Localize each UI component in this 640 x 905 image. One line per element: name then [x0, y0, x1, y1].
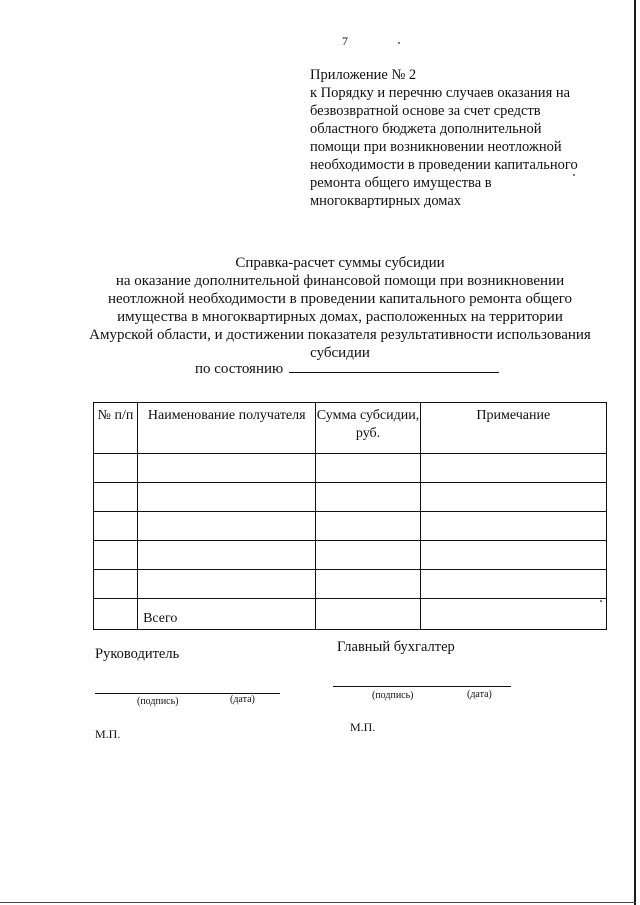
table-cell[interactable] — [138, 483, 316, 512]
scan-speck — [398, 42, 400, 44]
scan-edge-right — [634, 0, 636, 905]
scan-edge-bottom — [0, 902, 636, 903]
total-amount-cell[interactable] — [316, 599, 420, 630]
table-cell[interactable] — [316, 512, 420, 541]
head-date-hint: (дата) — [230, 694, 255, 705]
accountant-signature-hint: (подпись) — [372, 690, 414, 701]
table-total-row — [94, 599, 607, 630]
table-cell[interactable] — [420, 483, 606, 512]
table-cell[interactable] — [316, 541, 420, 570]
table-cell[interactable] — [316, 483, 420, 512]
table-cell[interactable] — [420, 541, 606, 570]
page-number: 7 — [342, 34, 348, 48]
table-cell[interactable] — [420, 570, 606, 599]
title-line: на оказание дополнительной финансовой помощи при возникновении — [115, 273, 565, 289]
table-cell[interactable] — [316, 454, 420, 483]
total-label: Всего — [138, 599, 316, 630]
table-row — [94, 541, 607, 570]
appendix-line: областного бюджета дополнительной — [310, 121, 542, 137]
as-of-label: по состоянию — [195, 361, 284, 377]
appendix-line: помощи при возникновении неотложной — [310, 139, 562, 155]
table-cell — [94, 599, 138, 630]
appendix-line: безвозвратной основе за счет средств — [310, 103, 541, 119]
head-label: Руководитель — [95, 646, 180, 662]
head-seal-mark: М.П. — [95, 727, 121, 741]
appendix-line: необходимости в проведении капитального — [310, 157, 578, 173]
table-cell[interactable] — [316, 570, 420, 599]
table-cell[interactable] — [138, 454, 316, 483]
appendix-line: Приложение № 2 — [310, 67, 417, 83]
title-line: субсидии — [310, 345, 370, 361]
head-signature-hint: (подпись) — [137, 696, 179, 707]
table-cell[interactable] — [420, 454, 606, 483]
column-header-recipient: Наименование получателя — [138, 403, 316, 454]
as-of-date-field[interactable] — [289, 360, 499, 373]
title-line: неотложной необходимости в проведении капитального ремонта общего — [107, 291, 573, 307]
table-cell[interactable] — [94, 512, 138, 541]
as-of-date — [195, 360, 499, 378]
table-cell[interactable] — [94, 483, 138, 512]
accountant-seal-mark: М.П. — [350, 720, 376, 734]
table-cell[interactable] — [138, 570, 316, 599]
appendix-line: к Порядку и перечню случаев оказания на — [310, 85, 571, 101]
title-line: Справка-расчет суммы субсидии — [235, 255, 445, 271]
total-note-cell[interactable] — [420, 599, 606, 630]
table-cell[interactable] — [94, 541, 138, 570]
column-header-amount: Сумма субсидии, руб. — [316, 403, 420, 454]
table-row — [94, 483, 607, 512]
scan-speck — [600, 600, 602, 602]
appendix-line: многоквартирных домах — [310, 193, 462, 209]
accountant-date-hint: (дата) — [467, 689, 492, 700]
accountant-signature-line[interactable] — [333, 686, 511, 687]
appendix-line: ремонта общего имущества в — [310, 175, 492, 191]
table-row — [94, 454, 607, 483]
title-line: Амурской области, и достижении показателя результативности использования — [89, 327, 591, 343]
table-cell[interactable] — [420, 512, 606, 541]
table-row — [94, 570, 607, 599]
column-header-note: Примечание — [420, 403, 606, 454]
table-header-row — [94, 403, 607, 454]
title-line: имущества в многоквартирных домах, расположенных на территории — [117, 309, 563, 325]
appendix-note — [310, 66, 610, 210]
document-title — [80, 254, 600, 362]
table-cell[interactable] — [94, 454, 138, 483]
column-header-number: № п/п — [94, 403, 138, 454]
table-cell[interactable] — [138, 512, 316, 541]
subsidy-table — [93, 402, 607, 630]
accountant-label: Главный бухгалтер — [337, 639, 455, 655]
scan-speck — [573, 174, 575, 176]
table-cell[interactable] — [94, 570, 138, 599]
table-cell[interactable] — [138, 541, 316, 570]
table-row — [94, 512, 607, 541]
